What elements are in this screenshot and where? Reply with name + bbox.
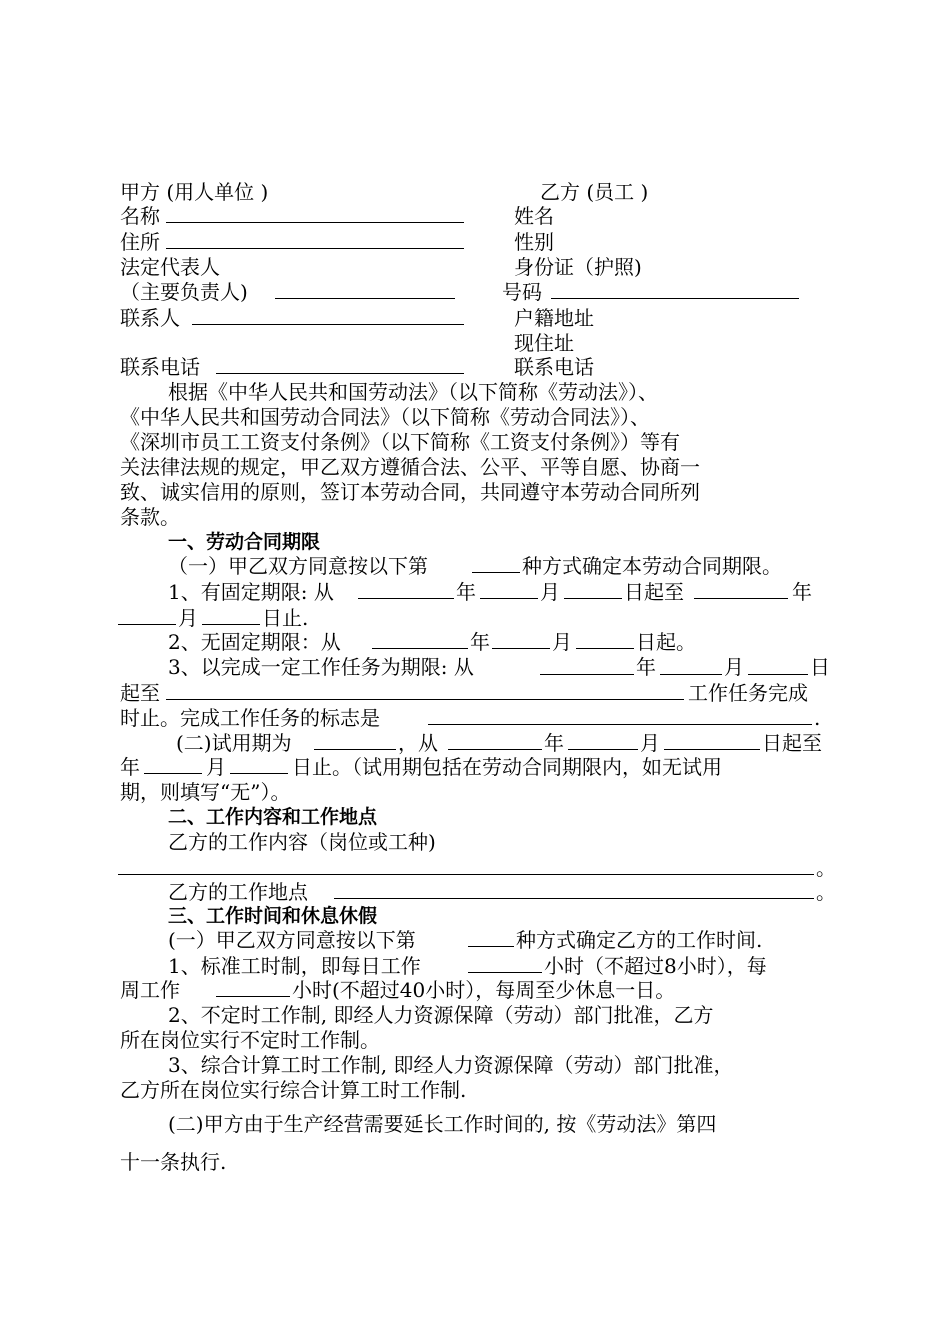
party-a-contact-blank[interactable] bbox=[192, 324, 464, 325]
party-a-legal-rep-label: 法定代表人 bbox=[120, 255, 220, 279]
probation-length-blank[interactable] bbox=[314, 749, 396, 750]
task-until-blank[interactable] bbox=[166, 699, 684, 700]
period-mark: 。 bbox=[816, 880, 836, 904]
open-term-label: 2、无固定期限：从 bbox=[168, 630, 341, 654]
daily-hours-blank[interactable] bbox=[468, 972, 542, 973]
comprehensive-hours-text2: 乙方所在岗位实行综合计算工时工作制. bbox=[120, 1078, 467, 1102]
preamble-line: 致、诚实信用的原则，签订本劳动合同，共同遵守本劳动合同所列 bbox=[120, 480, 700, 504]
preamble-line: 《深圳市员工工资支付条例》（以下简称《工资支付条例》）等有 bbox=[120, 430, 680, 454]
month-label: 月 bbox=[552, 630, 572, 654]
standard-hours-text: 1、标准工时制，即每日工作 bbox=[168, 954, 421, 978]
party-b-id-number-blank[interactable] bbox=[551, 298, 799, 299]
task-from-day-blank[interactable] bbox=[748, 674, 808, 675]
party-b-hukou-label: 户籍地址 bbox=[514, 306, 594, 330]
hours-type-blank[interactable] bbox=[468, 946, 514, 947]
work-content-blank[interactable] bbox=[118, 874, 814, 875]
party-a-principal-blank[interactable] bbox=[275, 298, 455, 299]
month-label: 月 bbox=[640, 731, 660, 755]
probation-from-day-blank[interactable] bbox=[664, 749, 760, 750]
party-b-phone-label: 联系电话 bbox=[514, 355, 594, 379]
year-label: 年 bbox=[470, 630, 490, 654]
flex-hours-text: 2、不定时工作制, 即经人力资源保障（劳动）部门批准，乙方 bbox=[168, 1003, 714, 1027]
party-b-id-number-label: 号码 bbox=[502, 280, 542, 304]
section-2-title: 二、工作内容和工作地点 bbox=[168, 806, 378, 828]
year-label: 年 bbox=[544, 731, 564, 755]
flex-hours-text2: 所在岗位实行不定时工作制。 bbox=[120, 1028, 380, 1052]
work-location-label: 乙方的工作地点 bbox=[168, 880, 308, 904]
comprehensive-hours-text: 3、综合计算工时工作制, 即经人力资源保障（劳动）部门批准， bbox=[168, 1053, 734, 1077]
preamble-line: 条款。 bbox=[120, 505, 180, 529]
qizhi-label: 起至 bbox=[120, 681, 160, 705]
party-a-name-blank[interactable] bbox=[166, 222, 464, 223]
term-type-blank[interactable] bbox=[472, 572, 520, 573]
party-b-current-address-label: 现住址 bbox=[514, 331, 574, 355]
weekly-hours-text: 周工作 bbox=[120, 978, 180, 1002]
month-label: 月 bbox=[206, 755, 226, 779]
period-mark: 。 bbox=[816, 856, 836, 880]
task-mark-blank[interactable] bbox=[428, 724, 812, 725]
preamble-line: 根据《中华人民共和国劳动法》（以下简称《劳动法》）、 bbox=[168, 380, 658, 404]
party-b-name-label: 姓名 bbox=[514, 204, 554, 228]
task-from-month-blank[interactable] bbox=[660, 674, 722, 675]
probation-note: 日止。（试用期包括在劳动合同期限内，如无试用 bbox=[292, 755, 722, 779]
probation-to-year-blank[interactable] bbox=[144, 773, 202, 774]
day-start-label: 日起。 bbox=[636, 630, 696, 654]
fixed-from-day-blank[interactable] bbox=[564, 598, 622, 599]
weekly-hours-text2: 小时(不超过40小时），每周至少休息一日。 bbox=[292, 978, 676, 1002]
fixed-to-year-blank[interactable] bbox=[694, 598, 788, 599]
year-label: 年 bbox=[456, 580, 476, 604]
work-location-blank[interactable] bbox=[334, 898, 814, 899]
probation-from-label: ，从 bbox=[398, 731, 438, 755]
overtime-text: (二)甲方由于生产经营需要延长工作时间的, 按《劳动法》第四 bbox=[168, 1112, 717, 1136]
fixed-from-month-blank[interactable] bbox=[480, 598, 538, 599]
work-content-label: 乙方的工作内容（岗位或工种) bbox=[168, 830, 436, 854]
day-end-label: 日止. bbox=[262, 606, 309, 630]
open-from-month-blank[interactable] bbox=[492, 648, 550, 649]
day-label: 日 bbox=[810, 655, 830, 679]
task-term-label: 3、以完成一定工作任务为期限: 从 bbox=[168, 655, 474, 679]
open-from-day-blank[interactable] bbox=[576, 648, 634, 649]
section-3-title: 三、工作时间和休息休假 bbox=[168, 905, 378, 927]
probation-from-month-blank[interactable] bbox=[568, 749, 638, 750]
overtime-text2: 十一条执行. bbox=[120, 1150, 227, 1174]
fixed-to-month-blank[interactable] bbox=[118, 624, 176, 625]
probation-to-month-blank[interactable] bbox=[230, 773, 288, 774]
year-label: 年 bbox=[120, 755, 140, 779]
open-from-year-blank[interactable] bbox=[372, 648, 468, 649]
month-label: 月 bbox=[724, 655, 744, 679]
s1-term-type-text: （一）甲乙双方同意按以下第 bbox=[168, 554, 428, 578]
party-a-phone-blank[interactable] bbox=[216, 373, 464, 374]
party-b-heading: 乙方 (员工 ) bbox=[540, 180, 649, 204]
weekly-hours-blank[interactable] bbox=[216, 996, 290, 997]
fixed-from-year-blank[interactable] bbox=[358, 598, 454, 599]
party-b-gender-label: 性别 bbox=[514, 230, 554, 254]
party-a-heading: 甲方 (用人单位 ) bbox=[120, 180, 269, 204]
party-a-address-blank[interactable] bbox=[166, 248, 464, 249]
party-a-principal-label: （主要负责人) bbox=[120, 280, 248, 304]
probation-note-2: 期，则填写“无”）。 bbox=[120, 780, 291, 804]
day-from-label: 日起至 bbox=[762, 731, 822, 755]
preamble-line: 关法律法规的规定，甲乙双方遵循合法、公平、平等自愿、协商一 bbox=[120, 455, 700, 479]
hours-type-text2: 种方式确定乙方的工作时间. bbox=[516, 928, 763, 952]
period-mark: . bbox=[814, 706, 821, 730]
party-a-phone-label: 联系电话 bbox=[120, 355, 200, 379]
section-1-title: 一、劳动合同期限 bbox=[168, 531, 321, 553]
month-label: 月 bbox=[178, 606, 198, 630]
party-b-id-label: 身份证（护照) bbox=[514, 255, 642, 279]
fixed-term-label: 1、有固定期限: 从 bbox=[168, 580, 334, 604]
day-from-label: 日起至 bbox=[624, 580, 684, 604]
s1-term-type-text2: 种方式确定本劳动合同期限。 bbox=[522, 554, 782, 578]
task-mark-label: 时止。完成工作任务的标志是 bbox=[120, 706, 380, 730]
probation-label: (二)试用期为 bbox=[176, 731, 292, 755]
party-a-name-label: 名称 bbox=[120, 204, 160, 228]
task-done-label: 工作任务完成 bbox=[688, 681, 808, 705]
party-a-address-label: 住所 bbox=[120, 230, 160, 254]
hours-type-text: (一）甲乙双方同意按以下第 bbox=[168, 928, 416, 952]
month-label: 月 bbox=[540, 580, 560, 604]
fixed-to-day-blank[interactable] bbox=[202, 624, 260, 625]
year-label: 年 bbox=[636, 655, 656, 679]
preamble-line: 《中华人民共和国劳动合同法》（以下简称《劳动合同法》）、 bbox=[120, 405, 650, 429]
probation-from-year-blank[interactable] bbox=[448, 749, 542, 750]
task-from-year-blank[interactable] bbox=[540, 674, 634, 675]
year-label: 年 bbox=[792, 580, 812, 604]
standard-hours-text2: 小时（不超过8小时），每 bbox=[544, 954, 767, 978]
party-a-contact-label: 联系人 bbox=[120, 306, 180, 330]
